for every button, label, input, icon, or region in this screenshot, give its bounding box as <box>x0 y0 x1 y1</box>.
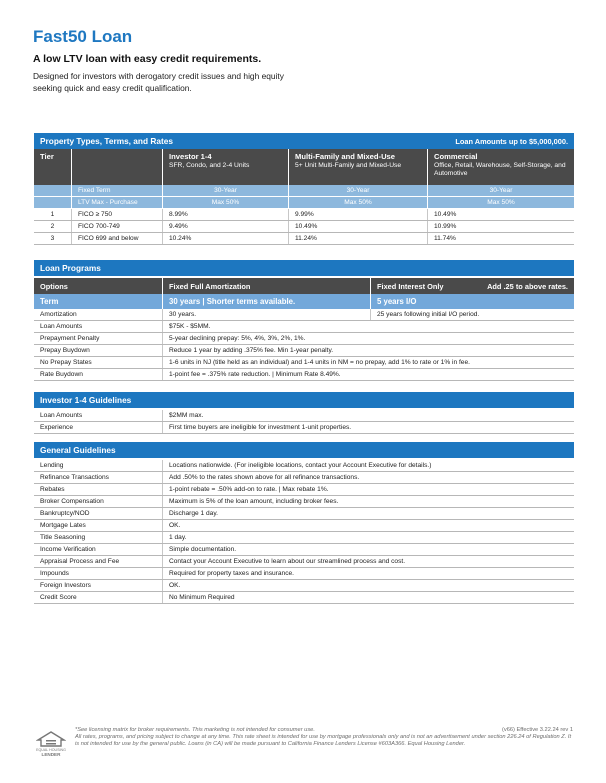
general-row: Income Verification Simple documentation. <box>34 544 574 556</box>
programs-bar <box>34 260 574 276</box>
general-row: Lending Locations nationwide. (For ineligible locations, contact your Account Executive for details.) <box>34 460 574 472</box>
ltv-label: LTV Max - Purchase <box>72 197 163 208</box>
program-row: Prepay Buydown Reduce 1 year by adding .375% fee. Min 1-year penalty. <box>34 345 574 357</box>
page-title: Fast50 Loan <box>33 27 133 46</box>
general-row: Credit Score No Minimum Required <box>34 592 574 604</box>
investor-bar-title: Investor 1-4 Guidelines <box>40 395 132 405</box>
general-section <box>34 442 574 604</box>
fixed-term-commercial: 30-Year <box>489 187 513 194</box>
ltv-commercial: Max 50% <box>487 199 515 206</box>
general-row: Rebates 1-point rebate = .50% add-on to rate. | Max rebate 1%. <box>34 484 574 496</box>
fixed-term-multifamily: 30-Year <box>289 185 428 196</box>
tier-row: 2 FICO 700-749 9.49% 10.49% 10.99% <box>34 221 574 233</box>
investor-section <box>34 392 574 434</box>
fixed-term-label: Fixed Term <box>72 185 163 196</box>
options-header: Options <box>34 278 163 294</box>
general-row: Mortgage Lates OK. <box>34 520 574 532</box>
property-bar-title: Property Types, Terms, and Rates <box>40 136 173 146</box>
general-row: Bankruptcy/NOD Discharge 1 day. <box>34 508 574 520</box>
general-bar-title: General Guidelines <box>40 445 116 455</box>
svg-text:EQUAL HOUSING: EQUAL HOUSING <box>36 748 66 752</box>
term-row: Term 30 years | Shorter terms available. 5 years I/O <box>34 294 574 309</box>
equal-housing-logo <box>36 731 66 762</box>
programs-header-row <box>34 278 574 294</box>
general-row: Title Seasoning 1 day. <box>34 532 574 544</box>
general-row: Foreign Investors OK. <box>34 580 574 592</box>
general-row: Impounds Required for property taxes and insurance. <box>34 568 574 580</box>
intro-text: Designed for investors with derogatory credit issues and high equity seeking quick and easy credit qualification. <box>33 71 284 93</box>
property-bar <box>34 133 574 149</box>
footer-line1: *See licensing matrix for broker requirements. This marketing is not intended for consumer use. <box>75 727 315 733</box>
property-section <box>34 133 574 245</box>
investor-row: Loan Amounts $2MM max. <box>34 410 574 422</box>
commercial-header: Commercial Office, Retail, Warehouse, Self-Storage, and Automotive <box>434 152 566 177</box>
general-bar <box>34 442 574 458</box>
tier-row: 1 FICO ≥ 750 8.99% 9.99% 10.49% <box>34 209 574 221</box>
program-row: Prepayment Penalty 5-year declining prepay: 5%, 4%, 3%, 2%, 1%. <box>34 333 574 345</box>
fixed-term-row <box>34 185 574 197</box>
tier-row: 3 FICO 699 and below 10.24% 11.24% 11.74% <box>34 233 574 245</box>
tier-header: Tier <box>34 149 72 185</box>
blank-header <box>72 149 163 185</box>
amortization-row: Amortization 30 years. 25 years following initial I/O period. <box>34 309 574 321</box>
programs-bar-title: Loan Programs <box>40 263 101 273</box>
ltv-row <box>34 197 574 209</box>
interest-only-header: Fixed Interest Only Add .25 to above rates. <box>377 281 568 291</box>
multifamily-header: Multi-Family and Mixed-Use 5+ Unit Multi-Family and Mixed-Use <box>289 149 428 185</box>
page-subtitle: A low LTV loan with easy credit requirements. <box>33 53 262 65</box>
footer-version: (v66) Effective 3.22.24 rev 1 <box>501 727 573 733</box>
house-icon <box>36 731 66 757</box>
loan-amount-limit: Loan Amounts up to $5,000,000. <box>455 136 568 146</box>
investor-header: Investor 1-4 SFR, Condo, and 2-4 Units <box>163 149 289 185</box>
investor-row: Experience First time buyers are ineligible for investment 1-unit properties. <box>34 422 574 434</box>
full-amortization-header: Fixed Full Amortization <box>163 278 371 294</box>
program-row: No Prepay States 1-6 units in NJ (title held as an individual) and 1-4 units in NM = no prepay, add 1% to rate or 1% in fee. <box>34 357 574 369</box>
footer-disclaimer <box>75 727 573 748</box>
footer-line2: All rates, programs, and pricing subject to change at any time. This rate sheet is intended for use by mortgage professionals only and is not an advertisement under section 226.24 of Regulation Z. It is not intended for use by the general public. Loans (in CA) will be made pursuant to California Finance Lenders License #603A366. Equal Housing Lender. <box>75 734 572 747</box>
program-row: Loan Amounts $75K - $5MM. <box>34 321 574 333</box>
svg-text:LENDER: LENDER <box>41 752 61 757</box>
programs-section <box>34 260 574 381</box>
property-header-row <box>34 149 574 185</box>
general-row: Broker Compensation Maximum is 5% of the loan amount, including broker fees. <box>34 496 574 508</box>
program-row: Rate Buydown 1-point fee = .375% rate reduction. | Minimum Rate 8.49%. <box>34 369 574 381</box>
general-row: Refinance Transactions Add .50% to the rates shown above for all refinance transactions. <box>34 472 574 484</box>
ltv-multifamily: Max 50% <box>289 197 428 208</box>
fixed-term-investor: 30-Year <box>163 185 289 196</box>
investor-bar <box>34 392 574 408</box>
general-row: Appraisal Process and Fee Contact your Account Executive to learn about our streamlined process and cost. <box>34 556 574 568</box>
ltv-investor: Max 50% <box>163 197 289 208</box>
